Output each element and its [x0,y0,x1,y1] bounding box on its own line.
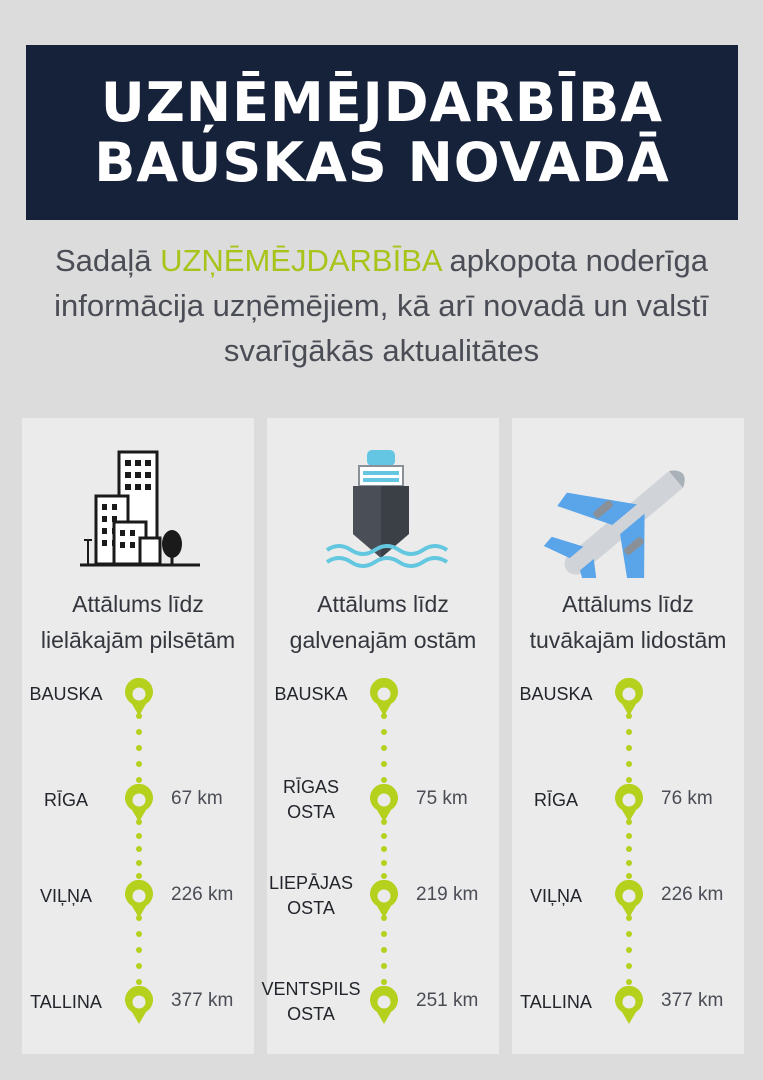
stop-label: RĪGA [43,790,88,810]
route-dot [136,833,142,839]
card-cities [22,418,254,1054]
title-banner [26,45,738,220]
route-dot [136,963,142,969]
route-dot [136,979,142,985]
stop-label: BAUSKA [29,684,103,704]
card-airports [512,418,744,1054]
route-dot [381,873,387,879]
title-line-1: UZŅĒMĒJDARBĪBA [100,70,664,134]
intro-line-2: informācija uzņēmējiem, kā arī novadā un valstī [54,288,709,323]
route-dot [381,833,387,839]
intro-line-1: Sadaļā UZŅĒMĒJDARBĪBA apkopota noderīga [54,243,709,278]
route-dot [626,846,632,852]
route-dot [381,963,387,969]
route-dot [381,745,387,751]
intro-line-3: svarīgākās aktualitātes [223,333,540,368]
city-buildings-icon [22,438,254,578]
route-dot [381,931,387,937]
route-dot [626,979,632,985]
stop-distance: 226 km [171,884,234,905]
stop-label: VIĻŅA [39,886,93,906]
card-title: Attālums līdz lielākajām pilsētām [40,591,236,653]
location-pin-icon [613,678,645,723]
route-dot [626,931,632,937]
route-dot [136,729,142,735]
location-pin-icon [123,986,155,1031]
stop-distance: 251 km [416,990,479,1011]
intro-highlight: UZŅĒMĒJDARBĪBA [160,243,441,278]
route-dot [626,873,632,879]
stop-label: TALLINA [30,992,102,1012]
stop-distance: 377 km [171,990,234,1011]
route-dot [626,777,632,783]
route-dot [626,833,632,839]
route-dot [381,846,387,852]
stop-distance: 226 km [661,884,724,905]
route-dot [136,745,142,751]
stop-distance: 219 km [416,884,479,905]
card-title: Attālums līdz galvenajām ostām [289,591,477,653]
route-dot [626,963,632,969]
route-dot [381,729,387,735]
stop-distance: 75 km [416,788,468,809]
route-dot [626,860,632,866]
stop-label: BAUSKA [274,684,348,704]
ship-icon [267,438,499,578]
location-pin-icon [368,784,400,829]
route-dot [626,729,632,735]
stop-label: RĪGAS OSTA [282,777,339,822]
location-pin-icon [123,784,155,829]
card-ports [261,418,499,1054]
location-pin-icon [368,678,400,723]
location-pin-icon [123,880,155,925]
route-dot [136,873,142,879]
route-dot [381,947,387,953]
airplane-icon [512,438,744,578]
location-pin-icon [123,678,155,723]
route-dot [136,846,142,852]
stop-label: BAUSKA [519,684,593,704]
title-line-2: BAUSKAS NOVADĀ [94,130,670,194]
route-dot [136,947,142,953]
route-dot [626,745,632,751]
route-dot [381,777,387,783]
stop-label: VIĻŅA [529,886,583,906]
stop-label: RĪGA [533,790,578,810]
route-dot [626,947,632,953]
route-dot [381,761,387,767]
location-pin-icon [368,880,400,925]
route-dot [136,860,142,866]
route-dot [381,979,387,985]
stop-label: TALLINA [520,992,592,1012]
stop-distance: 67 km [171,788,223,809]
route-dot [626,761,632,767]
stop-distance: 377 km [661,990,724,1011]
stop-label: LIEPĀJAS OSTA [268,873,354,918]
route-dot [136,931,142,937]
intro-text [0,238,763,373]
location-pin-icon [613,880,645,925]
location-pin-icon [613,986,645,1031]
stop-label: VENTSPILS OSTA [261,979,361,1024]
stop-distance: 76 km [661,788,713,809]
route-dot [381,860,387,866]
route-dot [136,761,142,767]
location-pin-icon [368,986,400,1031]
route-dot [136,777,142,783]
card-title: Attālums līdz tuvākajām lidostām [529,591,727,653]
location-pin-icon [613,784,645,829]
